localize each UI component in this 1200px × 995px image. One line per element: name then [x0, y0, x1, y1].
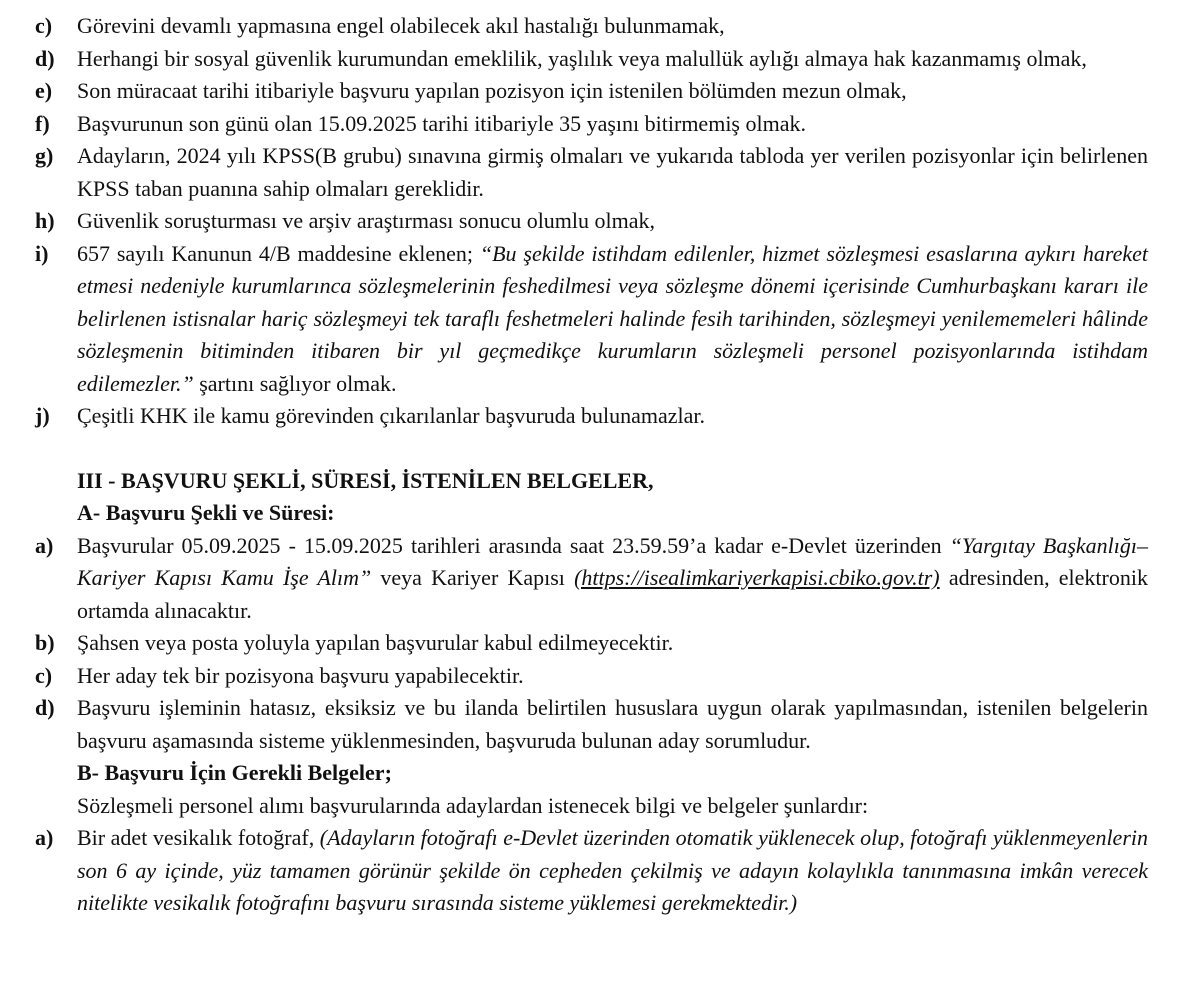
- list-marker: f): [35, 110, 50, 136]
- list-item-h: [35, 205, 1148, 238]
- section-title: III - BAŞVURU ŞEKLİ, SÜRESİ, İSTENİLEN BELGELER,: [77, 467, 654, 493]
- document-item-a: [35, 822, 1148, 920]
- list-marker: d): [35, 695, 55, 720]
- list-item-d: [35, 43, 1148, 76]
- application-item-b: [35, 627, 1148, 660]
- photo-requirement-note: (Adayların fotoğrafı e-Devlet üzerinden otomatik yüklenecek olup, fotoğrafı yüklenmeyenlerin son 6 ay içinde, yüz tamamen görünür şekilde ön cepheden çekilmiş ve adayın kolaylıkla tanınmasına imkân verecek nitelikte vesikalık fotoğrafını başvuru sırasında sisteme yüklemesi gerekmektedir.): [77, 825, 1148, 915]
- electronic-application-text: adresinden, elektronik ortamda alınacaktır.: [77, 565, 1148, 623]
- list-marker: b): [35, 630, 55, 655]
- application-item-a: [35, 530, 1148, 628]
- list-item-i: [35, 238, 1148, 401]
- list-item-text: [77, 238, 1148, 401]
- application-item-c: [35, 660, 1148, 693]
- list-marker: c): [35, 13, 53, 38]
- law-quote: “Bu şekilde istihdam edilenler, hizmet sözleşmesi esaslarına aykırı hareket etmesi nedeniyle kurumlarınca sözleşmelerinin feshedilmesi veya sözleşme dönemi içerisinde Cumhurbaşkanı kararı ile belirlenen istisnalar hariç sözleşmeyi tek taraflı feshetmeleri halinde fesih tarihinden, sözleşmeyi yenilememeleri hâlinde sözleşmenin bitiminden itibaren bir yıl geçmedikçe kurumların sözleşmeli personel pozisyonlarında istihdam edilemezler.”: [77, 240, 1148, 396]
- list-item-text: Görevini devamlı yapmasına engel olabilecek akıl hastalığı bulunmamak,: [77, 13, 725, 38]
- list-item-text: Son müracaat tarihi itibariyle başvuru yapılan pozisyon için istenilen bölümden mezun olmak,: [77, 78, 907, 103]
- list-marker: e): [35, 78, 53, 103]
- list-item-text: Başvuru işleminin hatasız, eksiksiz ve bu ilanda belirtilen hususlara uygun olarak yapılmasından, istenilen belgelerin başvuru aşamasında sisteme yüklenmesinden, başvuruda bulunan aday sorumludur.: [77, 695, 1148, 753]
- application-item-d: [35, 692, 1148, 757]
- list-item-text: Herhangi bir sosyal güvenlik kurumundan emeklilik, yaşlılık veya malullük aylığı almaya hak kazanmamış olmak,: [77, 45, 1087, 71]
- list-marker: j): [35, 403, 50, 428]
- list-item-text: Başvurunun son günü olan 15.09.2025 tarihi itibariyle 35 yaşını bitirmemiş olmak.: [77, 110, 806, 136]
- subsection-b-title: B- Başvuru İçin Gerekli Belgeler;: [77, 760, 392, 785]
- list-item-f: [35, 108, 1148, 141]
- list-marker: a): [35, 825, 54, 850]
- subsection-a-title: A- Başvuru Şekli ve Süresi:: [77, 500, 335, 525]
- list-marker: c): [35, 662, 53, 688]
- list-item-text: Çeşitli KHK ile kamu görevinden çıkarılanlar başvuruda bulunamazlar.: [77, 403, 706, 428]
- list-marker: i): [35, 240, 49, 266]
- list-marker: d): [35, 45, 55, 71]
- list-item-g: [35, 140, 1148, 205]
- list-item-text: [77, 822, 1148, 920]
- list-item-text: Şahsen veya posta yoluyla yapılan başvurular kabul edilmeyecektir.: [77, 630, 674, 655]
- list-item-text: Adayların, 2024 yılı KPSS(B grubu) sınavına girmiş olmaları ve yukarıda tabloda yer verilen pozisyonlar için belirlenen KPSS taban puanına sahip olmaları gereklidir.: [77, 143, 1148, 201]
- e-devlet-service-name: “Yargıtay Başkanlığı–Kariyer Kapısı Kamu İşe Alım”: [77, 532, 1148, 590]
- photo-requirement-text: Bir adet vesikalık fotoğraf,: [77, 825, 320, 850]
- application-dates-text: Başvurular 05.09.2025 - 15.09.2025 tarihleri arasında saat 23.59.59’a kadar e-Devlet üzerinden: [77, 532, 950, 558]
- condition-text: şartını sağlıyor olmak.: [193, 370, 397, 396]
- list-item-e: [35, 75, 1148, 108]
- subsection-b-intro: Sözleşmeli personel alımı başvurularında adaylardan istenecek bilgi ve belgeler şunlardır:: [77, 792, 869, 818]
- career-gate-text: veya Kariyer Kapısı: [371, 565, 575, 590]
- list-item-text: Güvenlik soruşturması ve arşiv araştırması sonucu olumlu olmak,: [77, 208, 656, 233]
- list-item-text: [77, 530, 1148, 628]
- list-marker: a): [35, 532, 54, 558]
- list-item-j: [35, 400, 1148, 433]
- list-item-c: [35, 10, 1148, 43]
- list-marker: g): [35, 143, 54, 168]
- list-item-text: Her aday tek bir pozisyona başvuru yapabilecektir.: [77, 662, 524, 688]
- law-reference-text: 657 sayılı Kanunun 4/B maddesine eklenen;: [77, 240, 480, 266]
- list-marker: h): [35, 208, 55, 233]
- section-spacer: [35, 433, 1148, 465]
- career-gate-link[interactable]: (https://isealimkariyerkapisi.cbiko.gov.tr): [574, 565, 940, 590]
